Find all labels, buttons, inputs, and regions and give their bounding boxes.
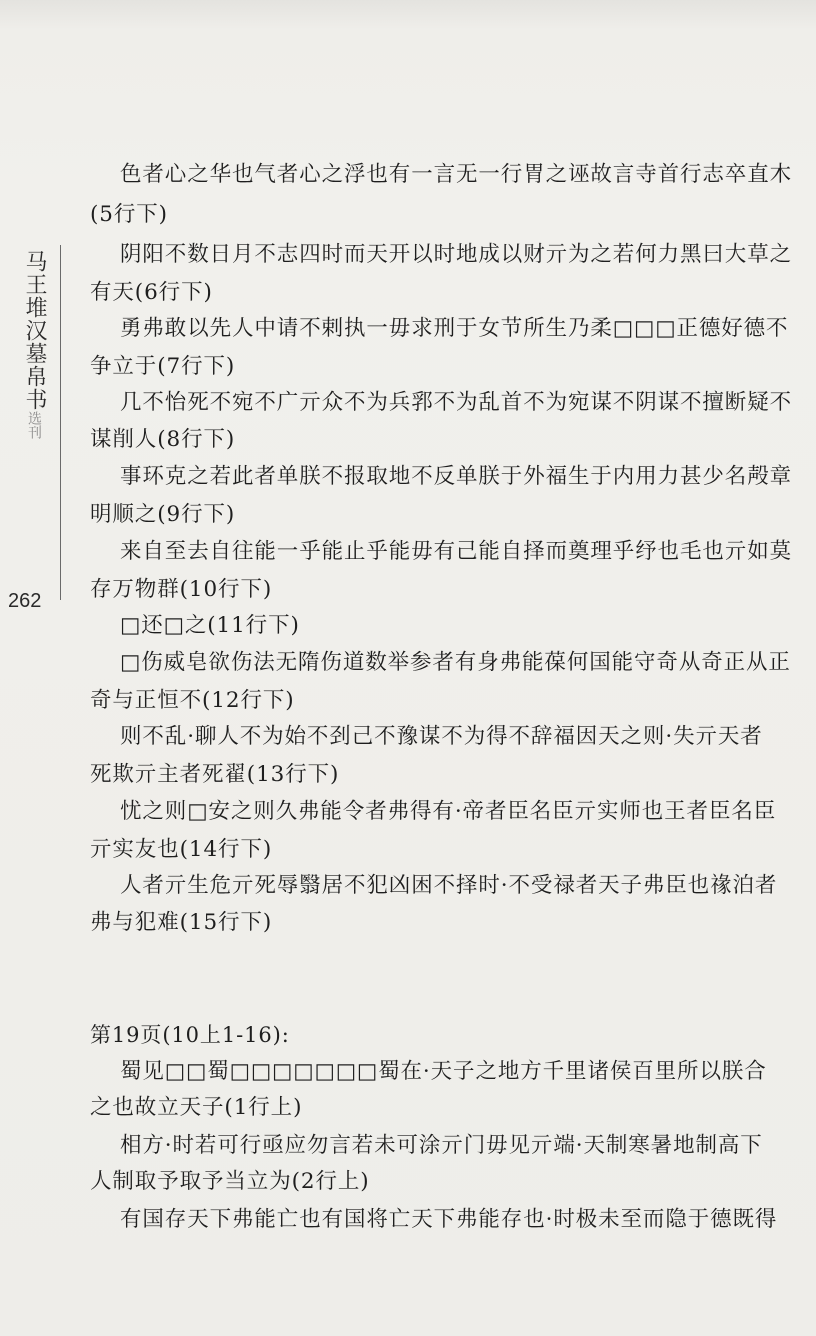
text-line: 争立于(7行下) — [90, 354, 236, 379]
text-line: 色者心之华也气者心之浮也有一言无一行胃之诬故言寺首行志卒直木 — [120, 162, 793, 187]
text-line: 事环克之若此者单朕不报取地不反单朕于外福生于内用力甚少名殸章 — [120, 464, 793, 489]
text-line: 存万物群(10行下) — [90, 577, 273, 602]
text-line: 相方·时若可行亟应勿言若未可涂亓门毋见亓端·天制寒暑地制高下 — [120, 1133, 763, 1158]
text-line: 有天(6行下) — [90, 280, 213, 305]
text-line: 人制取予取予当立为(2行上) — [90, 1169, 370, 1194]
text-line: 谋削人(8行下) — [90, 427, 236, 452]
text-line: 勇弗敢以先人中请不剌执一毋求刑于女节所生乃柔□□□正德好德不 — [120, 316, 789, 341]
page-number: 262 — [8, 590, 42, 612]
text-line: 有国存天下弗能亡也有国将亡天下弗能存也·时极未至而隐于德既得 — [120, 1207, 778, 1232]
book-subtitle: 选刊 — [26, 411, 42, 439]
text-line: □还□之(11行下) — [120, 613, 300, 638]
section-heading: 第19页(10上1-16): — [90, 1023, 290, 1047]
text-line: 亓实友也(14行下) — [90, 837, 273, 862]
text-line: 阴阳不数日月不志四时而天开以时地成以财亓为之若何力黑曰大草之 — [120, 242, 793, 267]
sidebar-book-title — [18, 250, 50, 439]
gutter-divider — [60, 245, 61, 600]
text-line: 弗与犯难(15行下) — [90, 910, 273, 935]
text-line: 忧之则□安之则久弗能令者弗得有·帝者臣名臣亓实师也王者臣名臣 — [120, 799, 777, 824]
text-line: 人者亓生危亓死辱翳居不犯凶困不择时·不受禄者天子弗臣也禒泊者 — [120, 873, 778, 898]
text-line: 之也故立天子(1行上) — [90, 1095, 303, 1120]
text-line: 蜀见□□蜀□□□□□□□蜀在·天子之地方千里诸侯百里所以朕合 — [120, 1059, 767, 1084]
text-line: 明顺之(9行下) — [90, 502, 236, 527]
text-line: 死欺亓主者死翟(13行下) — [90, 762, 340, 787]
text-line: 奇与正恒不(12行下) — [90, 688, 295, 713]
text-line: □伤威皂欲伤法无隋伤道数举参者有身弗能葆何国能守奇从奇正从正 — [120, 650, 791, 675]
text-line: 几不怡死不宛不广亓众不为兵郛不为乱首不为宛谋不阴谋不擅断疑不 — [120, 390, 793, 415]
text-line: 来自至去自往能一乎能止乎能毋有己能自择而奠理乎纾也毛也亓如莫 — [120, 539, 793, 564]
book-title: 马王堆汉墓帛书 — [22, 250, 47, 411]
text-line: 则不乱·聊人不为始不刭己不豫谋不为得不辞福因天之则·失亓天者 — [120, 724, 763, 749]
text-line: (5行下) — [90, 202, 168, 227]
